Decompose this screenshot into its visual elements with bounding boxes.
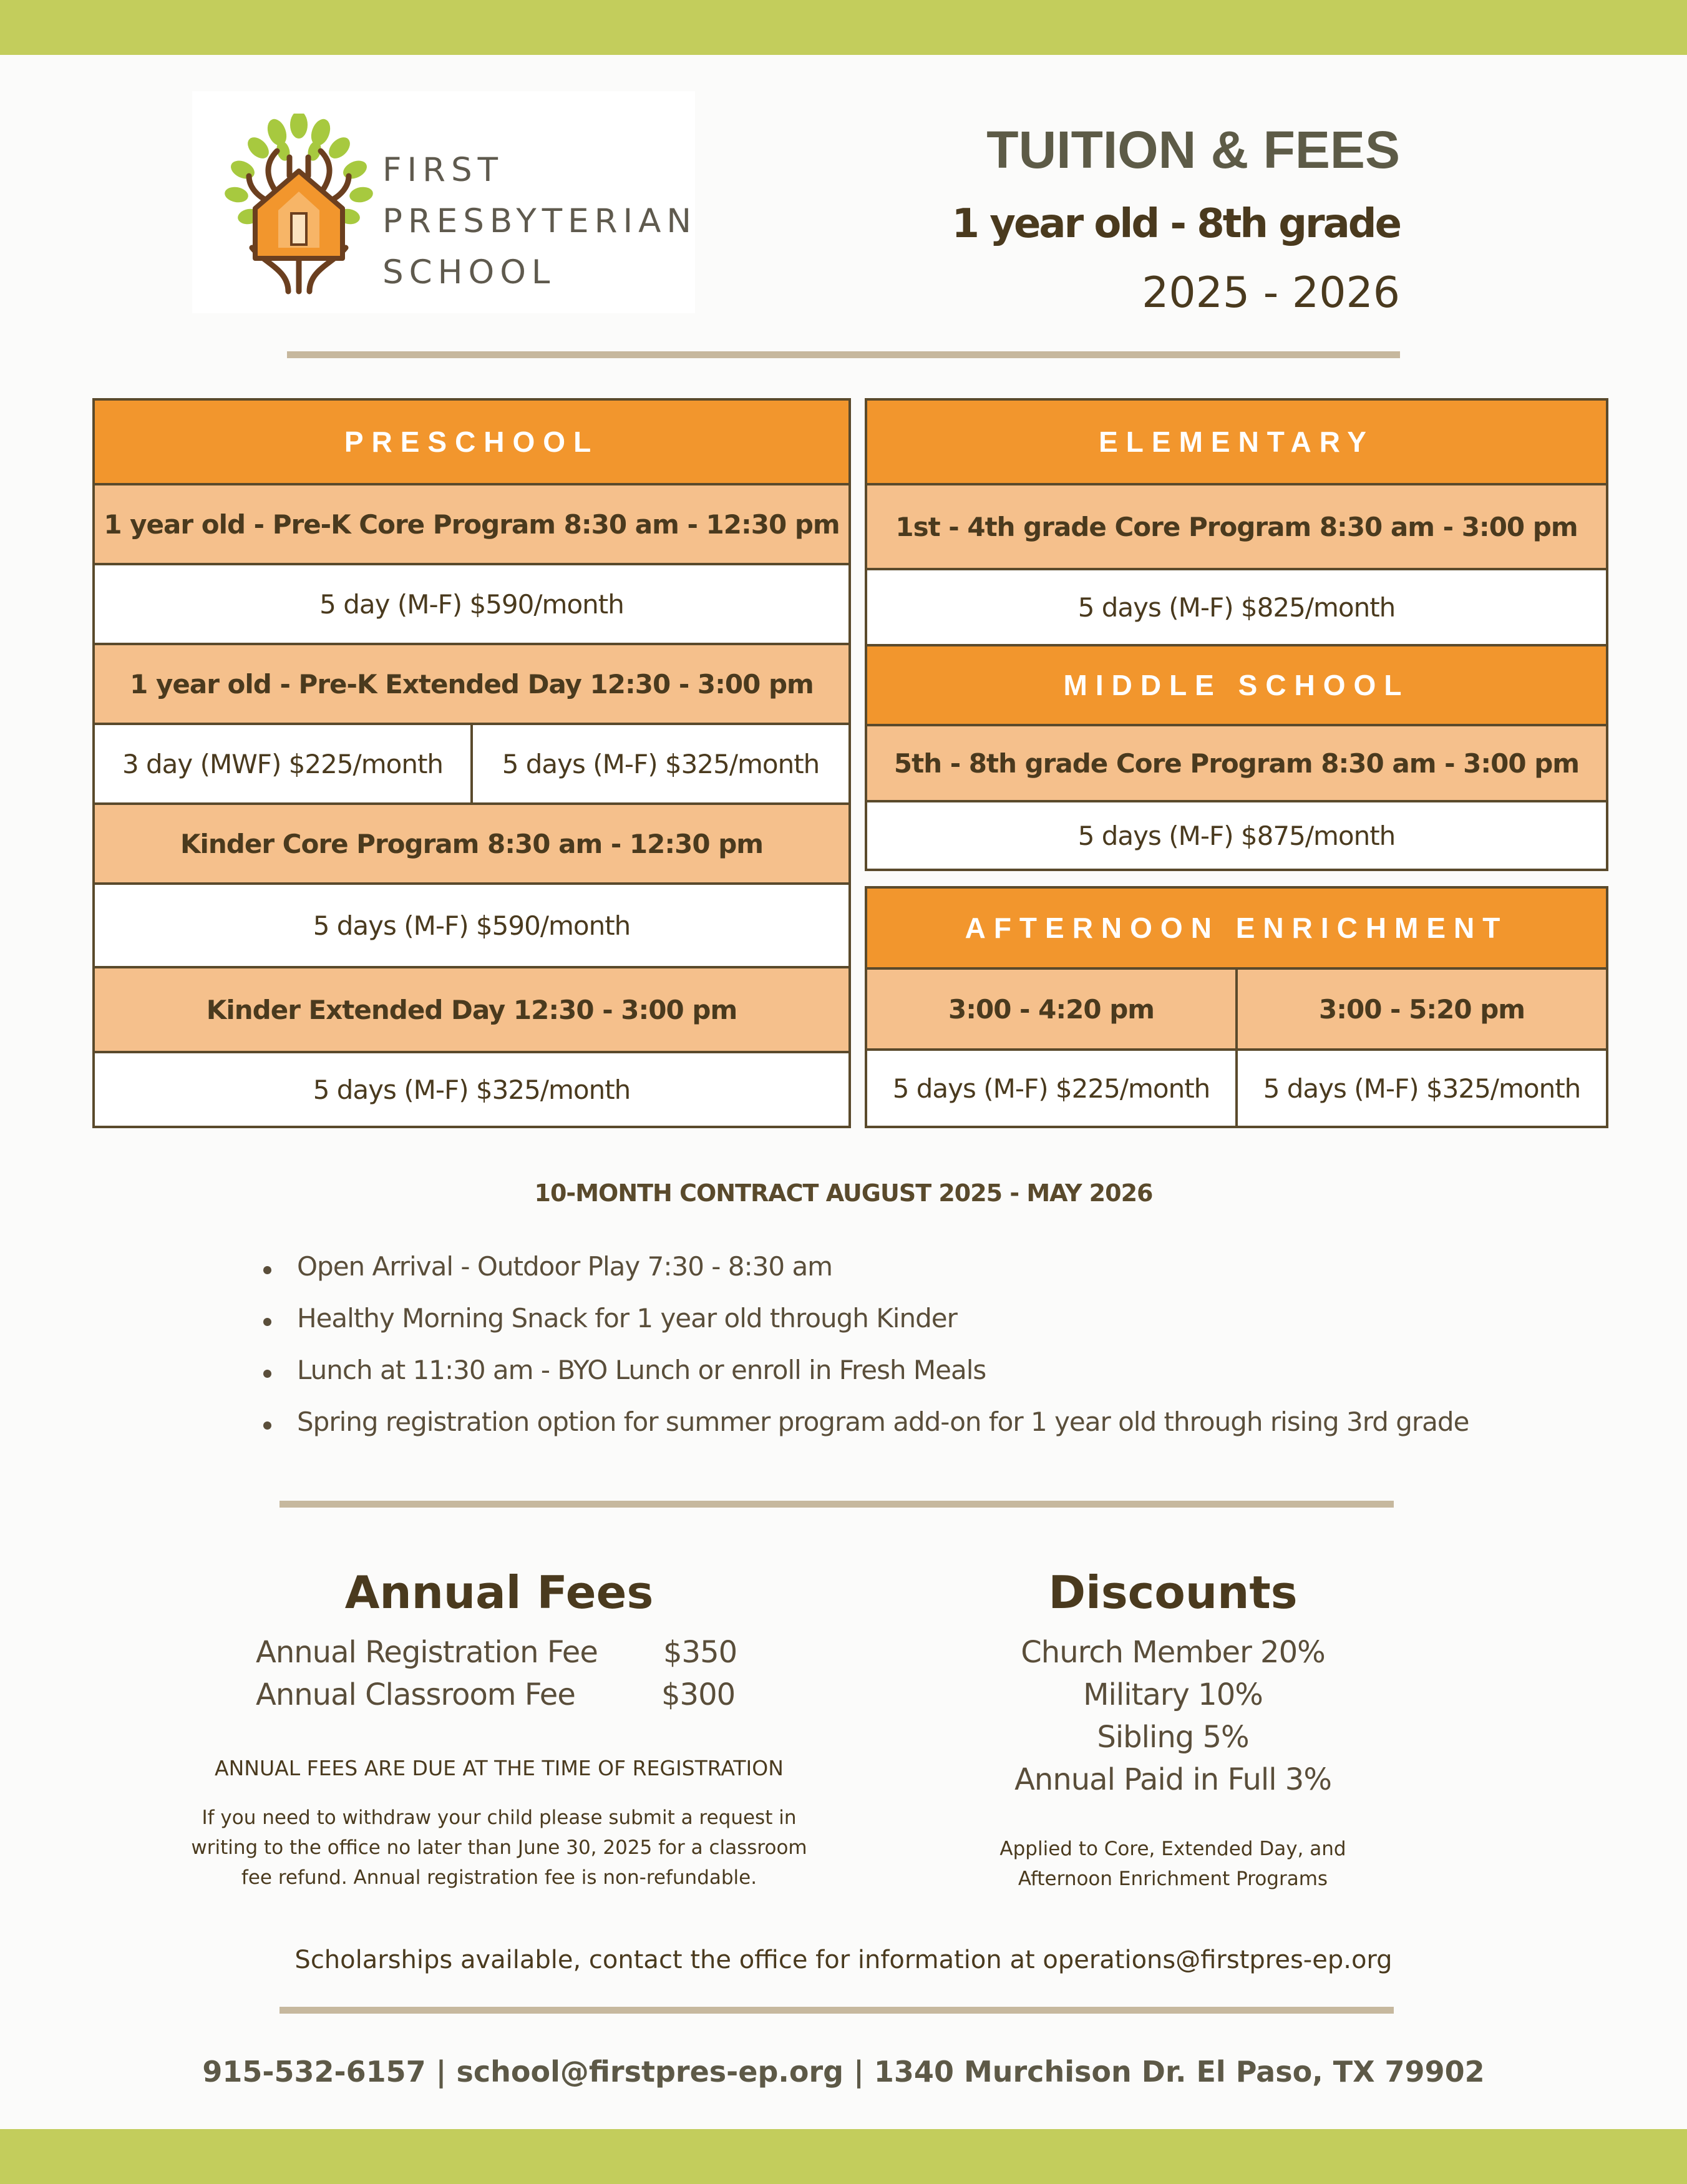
preschool-price-4: 5 days (M-F) $325/month bbox=[95, 1051, 848, 1126]
discount-military: Military 10% bbox=[1083, 1677, 1263, 1712]
enrichment-prices bbox=[867, 1048, 1606, 1126]
withdrawal-note-line: If you need to withdraw your child please submit a request in bbox=[202, 1806, 797, 1829]
registration-fee-label: Annual Registration Fee bbox=[256, 1635, 598, 1670]
withdrawal-note-line: fee refund. Annual registration fee is non-refundable. bbox=[241, 1866, 757, 1889]
discount-sibling: Sibling 5% bbox=[1097, 1720, 1249, 1755]
enrichment-time-2: 3:00 - 5:20 pm bbox=[1318, 993, 1525, 1025]
classroom-fee-amount: $300 bbox=[661, 1677, 736, 1712]
discount-paid-in-full: Annual Paid in Full 3% bbox=[1014, 1762, 1331, 1797]
discount-church-member: Church Member 20% bbox=[1021, 1635, 1325, 1670]
discount-note-line: Afternoon Enrichment Programs bbox=[1018, 1868, 1328, 1890]
list-item: Lunch at 11:30 am - BYO Lunch or enroll in Fresh Meals bbox=[262, 1355, 1469, 1406]
classroom-fee-label: Annual Classroom Fee bbox=[256, 1677, 575, 1712]
contact-footer: 915-532-6157 | school@firstpres-ep.org | 1340 Murchison Dr. El Paso, TX 79902 bbox=[202, 2055, 1485, 2089]
elementary-heading: ELEMENTARY bbox=[867, 401, 1606, 483]
list-item: Spring registration option for summer program add-on for 1 year old through rising 3rd grade bbox=[262, 1406, 1469, 1458]
school-year: 2025 - 2026 bbox=[1142, 268, 1400, 318]
divider-rule bbox=[280, 1501, 1394, 1508]
preschool-program-2: 1 year old - Pre-K Extended Day 12:30 - 3:00 pm bbox=[95, 643, 848, 723]
enrichment-price-2: 5 days (M-F) $325/month bbox=[1263, 1073, 1581, 1104]
withdrawal-note bbox=[187, 1803, 811, 1893]
tree-house-logo-icon bbox=[215, 114, 383, 295]
contract-note: 10-MONTH CONTRACT AUGUST 2025 - MAY 2026 bbox=[534, 1179, 1153, 1207]
discount-note bbox=[986, 1834, 1360, 1894]
discount-note-line: Applied to Core, Extended Day, and bbox=[999, 1838, 1346, 1860]
logo-line-3: SCHOOL bbox=[382, 253, 556, 291]
preschool-heading: PRESCHOOL bbox=[95, 401, 848, 483]
logo-wordmark bbox=[382, 145, 697, 298]
preschool-price-2 bbox=[95, 723, 848, 802]
enrichment-times bbox=[867, 967, 1606, 1048]
registration-fee-amount: $350 bbox=[663, 1635, 737, 1670]
top-color-band bbox=[0, 0, 1687, 55]
page-subtitle: 1 year old - 8th grade bbox=[951, 201, 1400, 247]
preschool-price-1: 5 day (M-F) $590/month bbox=[95, 563, 848, 643]
annual-fees-title: Annual Fees bbox=[344, 1566, 654, 1619]
middle-school-heading: MIDDLE SCHOOL bbox=[867, 644, 1606, 724]
elementary-program: 1st - 4th grade Core Program 8:30 am - 3:00 pm bbox=[867, 483, 1606, 568]
preschool-price-3: 5 days (M-F) $590/month bbox=[95, 882, 848, 966]
withdrawal-note-line: writing to the office no later than June 30, 2025 for a classroom bbox=[191, 1836, 807, 1859]
preschool-program-4: Kinder Extended Day 12:30 - 3:00 pm bbox=[95, 966, 848, 1051]
fees-due-note: ANNUAL FEES ARE DUE AT THE TIME OF REGISTRATION bbox=[215, 1756, 784, 1780]
elementary-price: 5 days (M-F) $825/month bbox=[867, 568, 1606, 644]
list-item: Healthy Morning Snack for 1 year old through Kinder bbox=[262, 1303, 1469, 1355]
enrichment-heading: AFTERNOON ENRICHMENT bbox=[867, 889, 1606, 967]
enrichment-price-1: 5 days (M-F) $225/month bbox=[867, 1051, 1238, 1126]
included-features-list bbox=[262, 1251, 1469, 1458]
logo-line-1: FIRST bbox=[382, 151, 503, 189]
preschool-price-2a: 3 day (MWF) $225/month bbox=[95, 725, 473, 802]
preschool-price-2b: 5 days (M-F) $325/month bbox=[502, 748, 820, 779]
preschool-program-1: 1 year old - Pre-K Core Program 8:30 am - 12:30 pm bbox=[95, 483, 848, 563]
divider-rule bbox=[287, 351, 1400, 358]
elementary-panel bbox=[865, 398, 1608, 871]
list-item: Open Arrival - Outdoor Play 7:30 - 8:30 am bbox=[262, 1251, 1469, 1303]
enrichment-panel bbox=[865, 886, 1608, 1128]
discounts-title: Discounts bbox=[1048, 1566, 1298, 1619]
divider-rule bbox=[280, 2007, 1394, 2014]
middle-school-price: 5 days (M-F) $875/month bbox=[867, 800, 1606, 869]
enrichment-time-1: 3:00 - 4:20 pm bbox=[867, 970, 1238, 1048]
page-title: TUITION & FEES bbox=[986, 120, 1400, 179]
preschool-panel bbox=[92, 398, 851, 1128]
scholarship-note: Scholarships available, contact the office for information at operations@firstpres-ep.org bbox=[294, 1946, 1393, 1974]
middle-school-program: 5th - 8th grade Core Program 8:30 am - 3:00 pm bbox=[867, 724, 1606, 800]
preschool-program-3: Kinder Core Program 8:30 am - 12:30 pm bbox=[95, 802, 848, 882]
school-logo bbox=[192, 91, 695, 313]
bottom-color-band bbox=[0, 2129, 1687, 2184]
logo-line-2: PRESBYTERIAN bbox=[382, 202, 697, 240]
